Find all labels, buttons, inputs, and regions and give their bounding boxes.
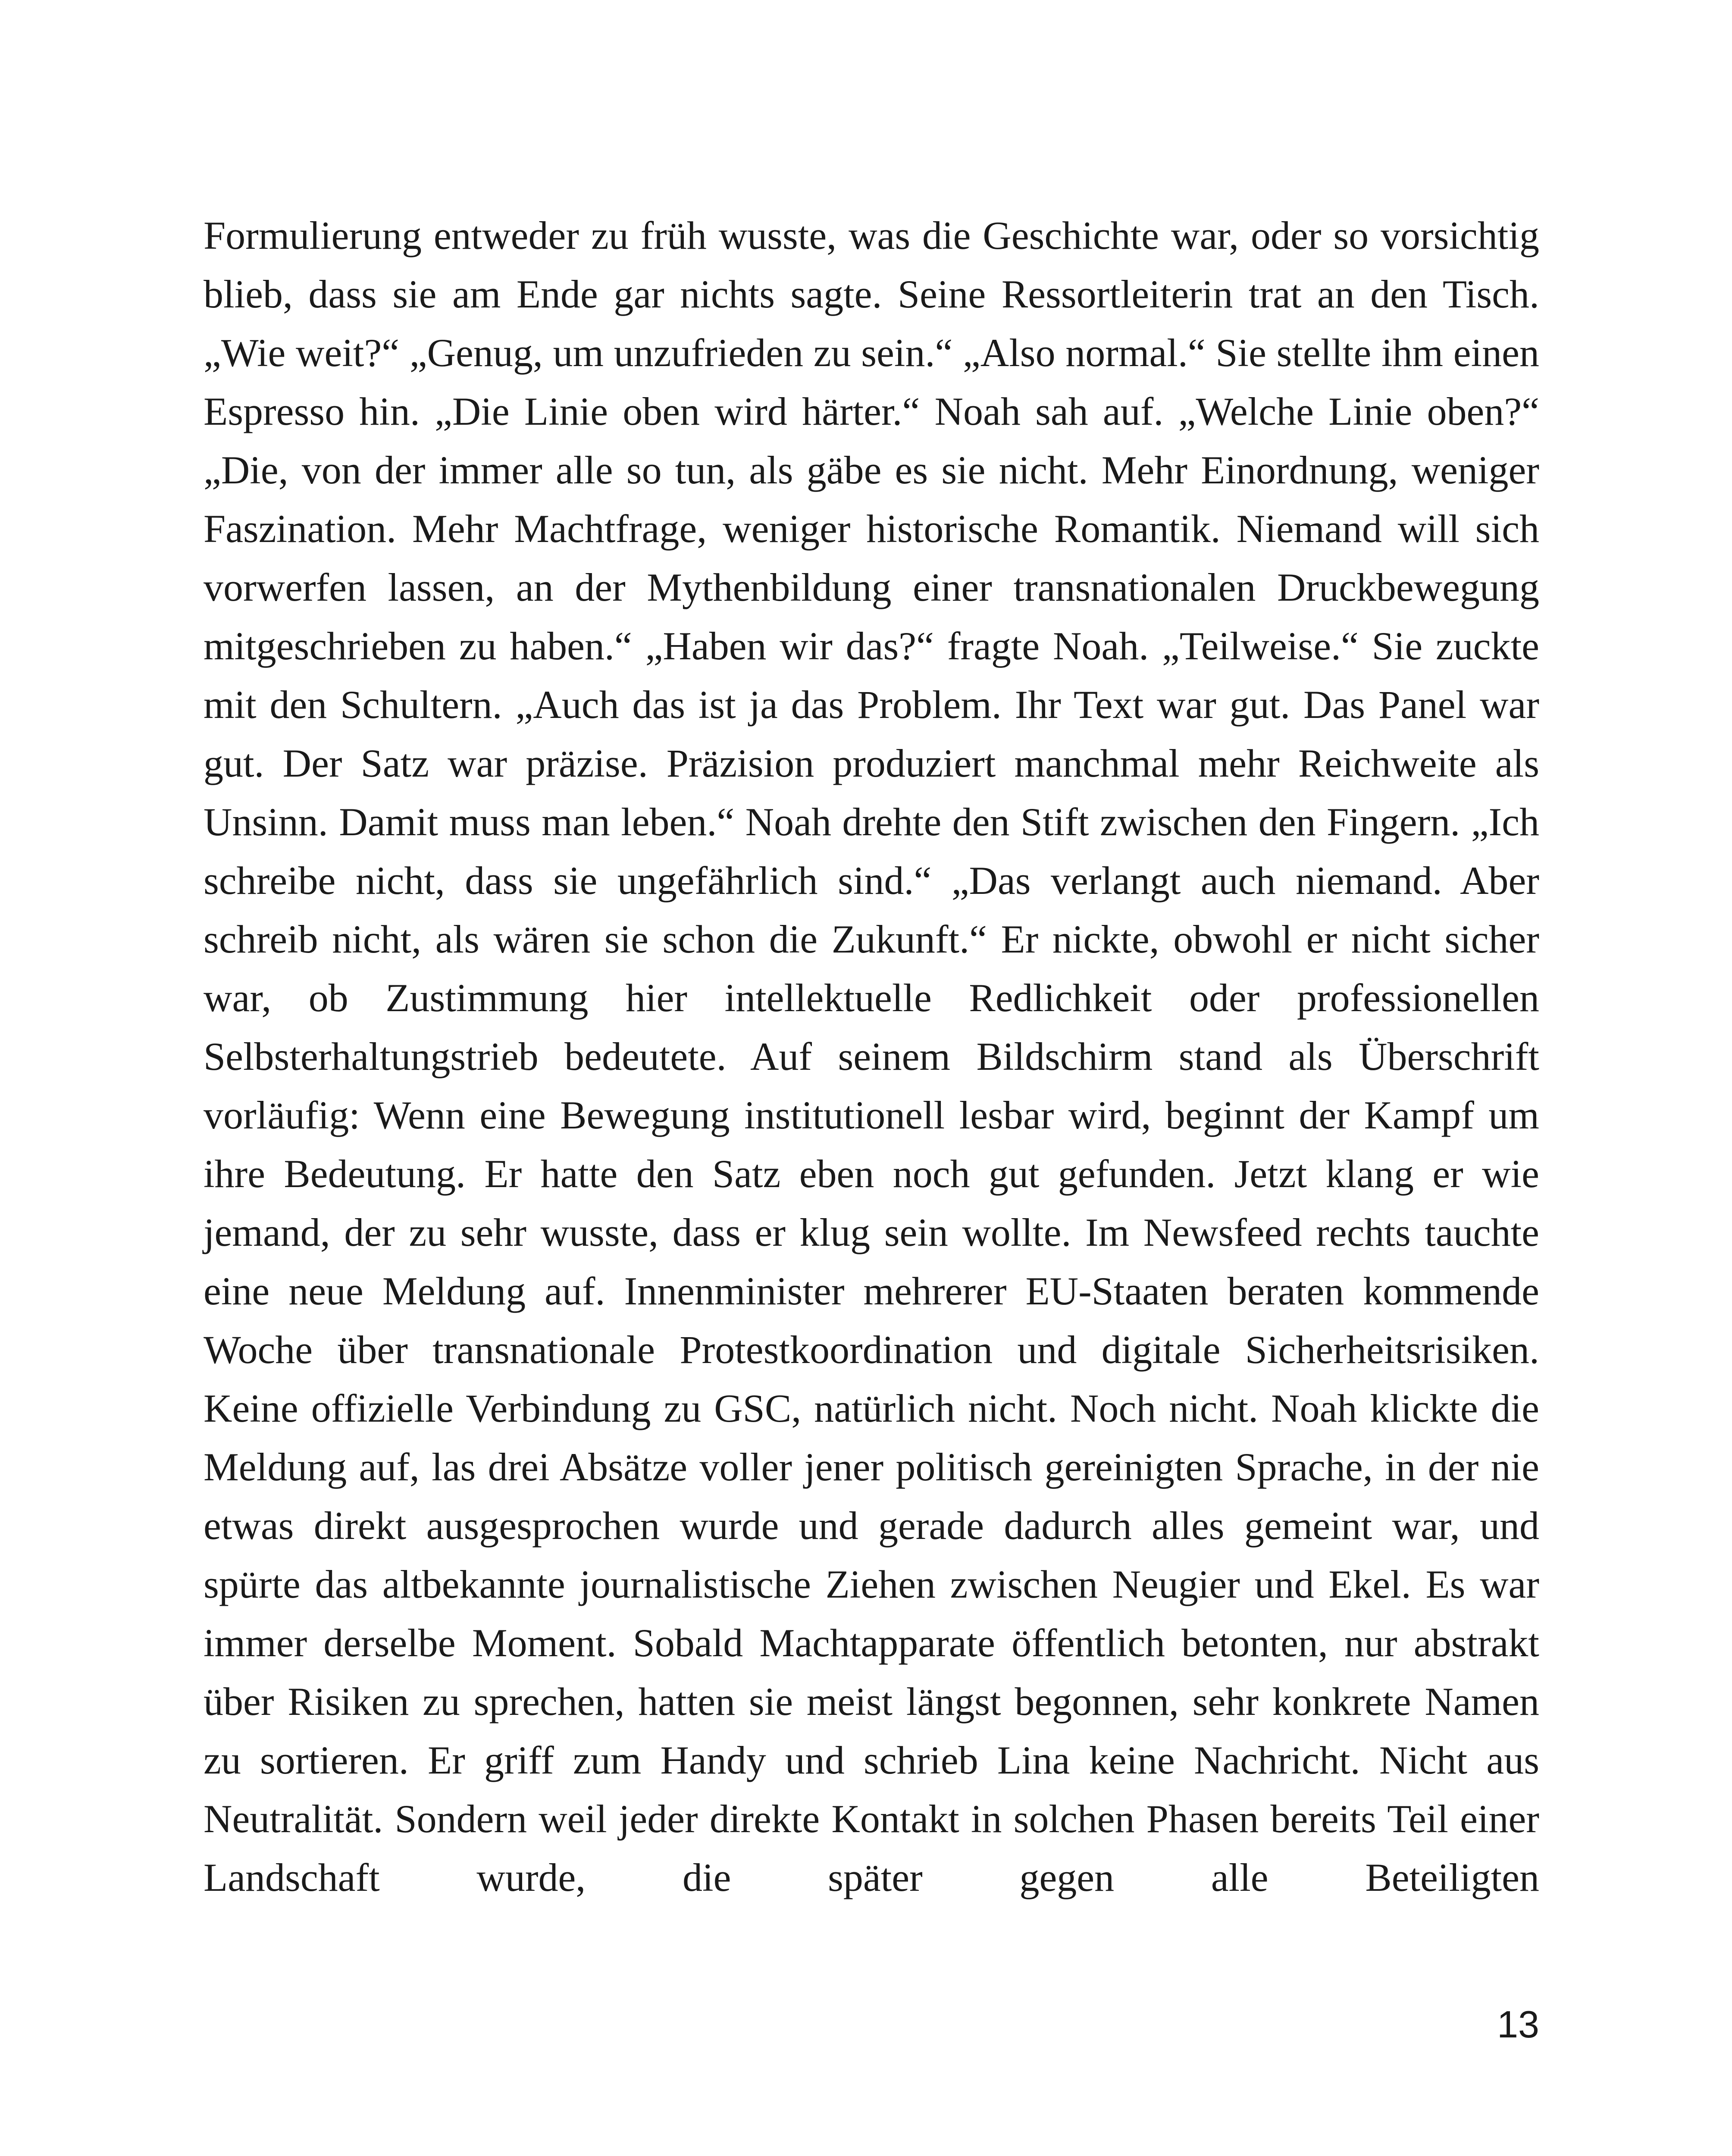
page-number: 13 [1497, 2003, 1539, 2046]
body-paragraph: Formulierung entweder zu früh wusste, was die Geschichte war, oder so vorsichtig blieb, dass sie am Ende gar nichts sagte. Seine Ressortleiterin trat an den Tisch. „Wie weit?“ „Genug, um unzufrieden zu sein.“ „Also normal.“ Sie stellte ihm einen Espresso hin. „Die Linie oben wird härter.“ Noah sah auf. „Welche Linie oben?“ „Die, von der immer alle so tun, als gäbe es sie nicht. Mehr Einordnung, weniger Faszination. Mehr Machtfrage, weniger historische Romantik. Niemand will sich vorwerfen lassen, an der Mythenbildung einer transnationalen Druckbewegung mitgeschrieben zu haben.“ „Haben wir das?“ fragte Noah. „Teilweise.“ Sie zuckte mit den Schultern. „Auch das ist ja das Problem. Ihr Text war gut. Das Panel war gut. Der Satz war präzise. Präzision produziert manchmal mehr Reichweite als Unsinn. Damit muss man leben.“ Noah drehte den Stift zwischen den Fingern. „Ich schreibe nicht, dass sie ungefährlich sind.“ „Das verlangt auch niemand. Aber schreib nicht, als wären sie schon die Zukunft.“ Er nickte, obwohl er nicht sicher war, ob Zustimmung hier intellektuelle Redlichkeit oder professionellen Selbsterhaltungstrieb bedeutete. Auf seinem Bildschirm stand als Überschrift vorläufig: Wenn eine Bewegung institutionell lesbar wird, beginnt der Kampf um ihre Bedeutung. Er hatte den Satz eben noch gut gefunden. Jetzt klang er wie jemand, der zu sehr wusste, dass er klug sein wollte. Im Newsfeed rechts tauchte eine neue Meldung auf. Innenminister mehrerer EU-Staaten beraten kommende Woche über transnationale Protestkoordination und digitale Sicherheitsrisiken. Keine offizielle Verbindung zu GSC, natürlich nicht. Noch nicht. Noah klickte die Meldung auf, las drei Absätze voller jener politisch gereinigten Sprache, in der nie etwas direkt ausgesprochen wurde und gerade dadurch alles gemeint war, und spürte das altbekannte journalistische Ziehen zwischen Neugier und Ekel. Es war immer derselbe Moment. Sobald Machtapparate öffentlich betonten, nur abstrakt über Risiken zu sprechen, hatten sie meist längst begonnen, sehr konkrete Namen zu sortieren. Er griff zum Handy und schrieb Lina keine Nachricht. Nicht aus Neutralität. Sondern weil jeder direkte Kontakt in solchen Phasen bereits Teil einer Landschaft wurde, die später gegen alle Beteiligten [204, 213, 1539, 1899]
